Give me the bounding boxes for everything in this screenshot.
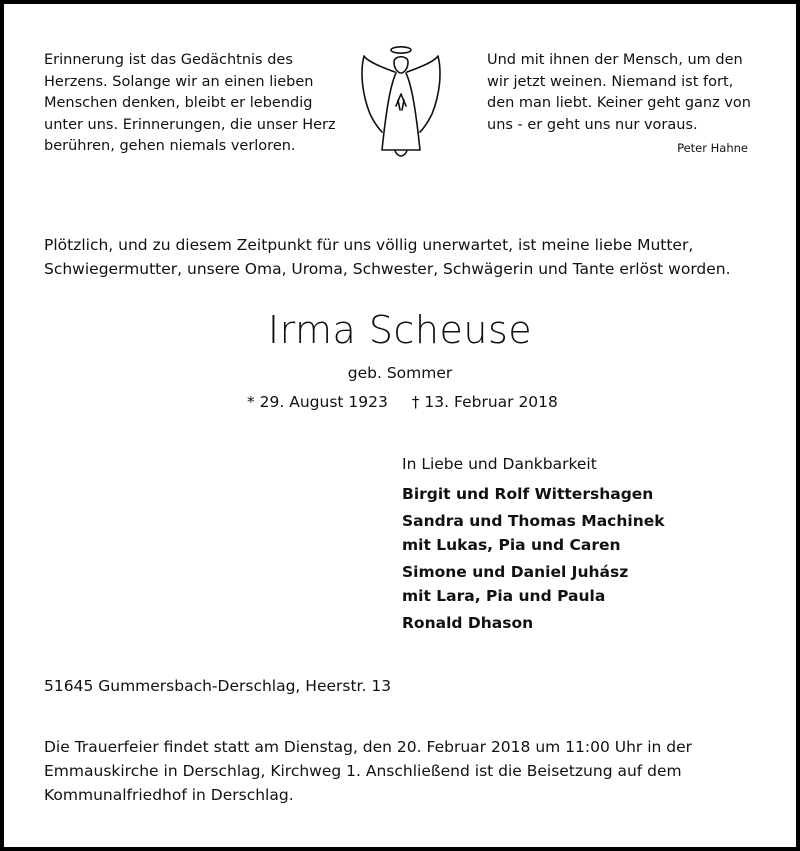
quote-left-line: Erinnerung ist das Gedächtnis des	[44, 52, 293, 68]
quote-left	[44, 50, 336, 158]
funeral-details	[44, 735, 692, 807]
quote-right-line: wir jetzt weinen. Niemand ist fort,	[487, 73, 734, 90]
quote-left-line: Menschen denken, bleibt er lebendig	[44, 95, 313, 111]
mourner-family: Sandra und Thomas Machinek	[402, 512, 665, 530]
funeral-line: Kommunalfriedhof in Derschlag.	[44, 786, 294, 804]
funeral-line: Die Trauerfeier findet statt am Dienstag, den 20. Februar 2018 um 11:00 Uhr in der	[44, 738, 693, 756]
death-date: † 13. Februar 2018	[411, 393, 558, 411]
mourners-lead: In Liebe und Dankbarkeit	[402, 455, 597, 473]
mourners	[402, 452, 665, 635]
deceased-name: Irma Scheuse	[267, 308, 533, 352]
quote-right	[487, 50, 751, 136]
intro-line: Plötzlich, und zu diesem Zeitpunkt für uns völlig unerwartet, ist meine liebe Mutter,	[44, 236, 694, 254]
mourner-family: Ronald Dhason	[402, 614, 534, 632]
mourner-family: mit Lara, Pia und Paula	[402, 587, 606, 605]
birth-date: * 29. August 1923	[247, 393, 388, 411]
quote-left-line: unter uns. Erinnerungen, die unser Herz	[44, 116, 336, 133]
mourner-family: mit Lukas, Pia und Caren	[402, 536, 621, 554]
quote-author: Peter Hahne	[677, 141, 748, 155]
funeral-line: Emmauskirche in Derschlag, Kirchweg 1. Anschließend ist die Beisetzung auf dem	[44, 762, 682, 780]
quote-left-line: berühren, gehen niemals verloren.	[44, 138, 296, 154]
quote-left-line: Herzens. Solange wir an einen lieben	[44, 73, 314, 90]
birth-name: geb. Sommer	[347, 364, 453, 382]
intro-text	[44, 233, 731, 281]
intro-line: Schwiegermutter, unsere Oma, Uroma, Schwester, Schwägerin und Tante erlöst worden.	[44, 260, 731, 278]
mourner-family: Simone und Daniel Juhász	[402, 563, 629, 581]
quote-right-line: Und mit ihnen der Mensch, um den	[487, 52, 743, 68]
quote-right-line: den man liebt. Keiner geht ganz von	[487, 95, 751, 111]
mourner-family: Birgit und Rolf Wittershagen	[402, 485, 654, 503]
address: 51645 Gummersbach-Derschlag, Heerstr. 13	[44, 677, 392, 695]
angel-icon	[356, 42, 446, 164]
quote-right-line: uns - er geht uns nur voraus.	[487, 116, 698, 133]
life-dates	[247, 393, 558, 411]
